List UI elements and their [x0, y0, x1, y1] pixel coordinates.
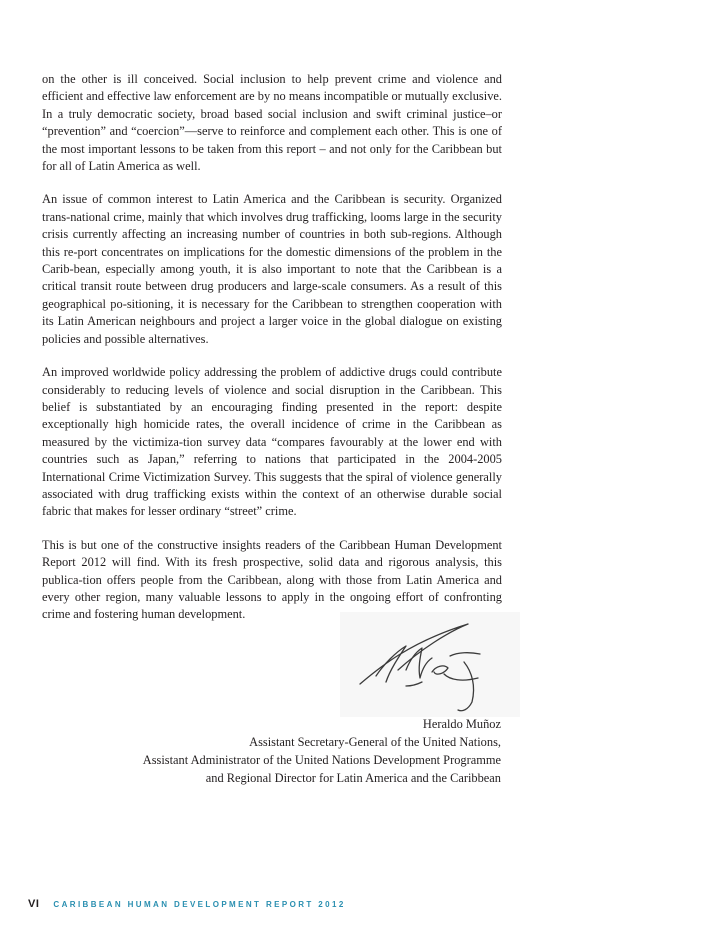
running-title: CARIBBEAN HUMAN DEVELOPMENT REPORT 2012	[53, 900, 346, 909]
signature-block	[143, 715, 501, 787]
page-number: VI	[28, 898, 40, 910]
paragraph-4: This is but one of the constructive insights readers of the Caribbean Human Development Report 2012 will find. With its fresh prospective, solid data and rigorous analysis, this publica-tion offers people from the Caribbean, along with those from Latin America and every other region, many valuable lessons to apply in the ongoing effort of confronting crime and fostering human development.	[42, 537, 502, 622]
paragraph-1: on the other is ill conceived. Social inclusion to help prevent crime and violence and efficient and effective law enforcement are by no means incompatible or mutually exclusive. In a truly democratic society, broad based social inclusion and swift criminal justice–or “prevention” and “coercion”—serve to reinforce and complement each other. This is one of the most important lessons to be taken from this report – and not only for the Caribbean but for all of Latin America as well.	[42, 72, 502, 174]
paragraph-3: An improved worldwide policy addressing the problem of addictive drugs could contribute considerably to reducing levels of violence and social disruption in the Caribbean. This belief is substantiated by an encouraging finding presented in the report: despite exceptionally high homicide rates, the overall incidence of crime in the Caribbean as measured by the victimiza-tion survey data “compares favourably at the lower end with countries such as Japan,” referring to nations that participated in the 2004-2005 International Crime Victimization Survey. This suggests that the spiral of violence generally associated with drug trafficking exists within the context of an otherwise durable social fabric that makes for lesser ordinary “street” crime.	[42, 365, 502, 519]
body-text	[42, 71, 502, 640]
signature-icon	[340, 612, 520, 717]
signatory-title-1: Assistant Secretary-General of the United Nations,	[249, 735, 501, 749]
signatory-title-3: and Regional Director for Latin America and the Caribbean	[205, 771, 501, 785]
paragraph-2: An issue of common interest to Latin America and the Caribbean is security. Organized trans-national crime, mainly that which involves drug trafficking, looms large in the security crisis currently affecting an increasing number of countries in both sub-regions. Although this re-port concentrates on implications for the domestic dimensions of the problem in the Carib-bean, especially among youth, it is also important to note that the Caribbean is a critical transit route between drug producers and large-scale consumers. As a result of this geographical po-sitioning, it is necessary for the Caribbean to strengthen cooperation with its Latin American neighbours and project a larger voice in the global dialogue on existing policies and possible alternatives.	[42, 192, 502, 346]
signatory-title-2: Assistant Administrator of the United Nations Development Programme	[142, 753, 501, 767]
page-footer	[28, 898, 346, 910]
signatory-name: Heraldo Muñoz	[422, 717, 501, 731]
handwritten-signature	[340, 612, 520, 717]
